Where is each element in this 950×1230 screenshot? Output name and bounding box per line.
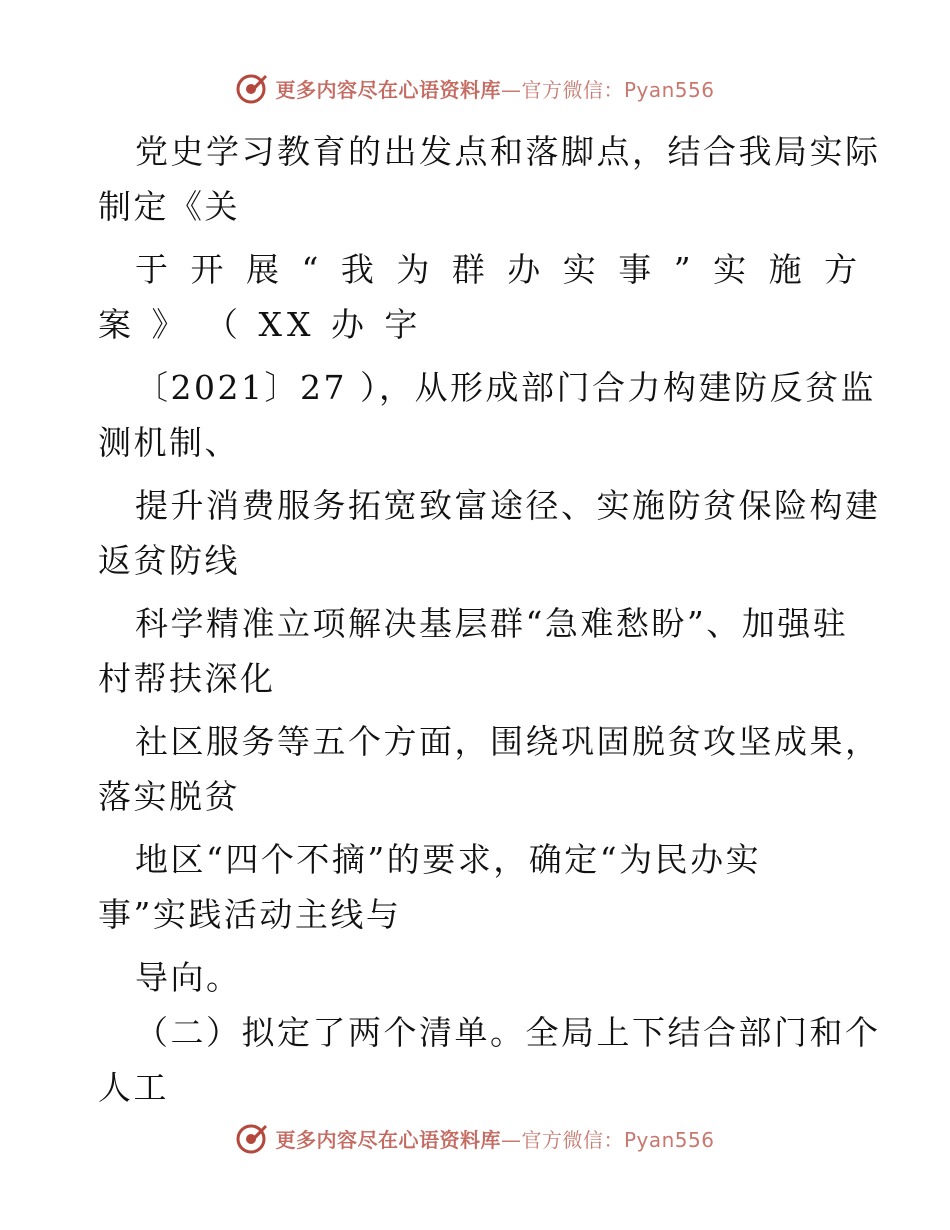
header-banner-main: 更多内容尽在心语资料库 xyxy=(275,77,501,102)
footer-banner-main: 更多内容尽在心语资料库 xyxy=(275,1127,501,1152)
body-line: 科学精准立项解决基层群“急难愁盼”、加强驻 xyxy=(135,604,849,643)
body-line: 地区“四个不摘”的要求，确定“为民办实 xyxy=(135,840,762,879)
body-line: 于 开 展 “ 我 为 群 办 实 事 ” 实 施 方 xyxy=(135,250,864,289)
body-line: 制定《关 xyxy=(98,187,240,226)
body-line: 村帮扶深化 xyxy=(98,659,276,698)
header-banner xyxy=(0,68,950,108)
body-line: 导向。 xyxy=(135,958,242,997)
header-banner-sub: 官方微信：Pyan556 xyxy=(521,77,715,102)
body-line: 落实脱贫 xyxy=(98,777,240,816)
header-banner-dash: — xyxy=(500,77,522,102)
footer-banner-dash: — xyxy=(500,1127,522,1152)
body-line: 提升消费服务拓宽致富途径、实施防贫保险构建 xyxy=(135,486,881,525)
body-line: 党史学习教育的出发点和落脚点，结合我局实际 xyxy=(135,132,881,171)
body-line: 事”实践活动主线与 xyxy=(98,895,402,934)
quill-logo-icon xyxy=(235,1121,269,1155)
quill-logo-icon xyxy=(235,71,269,105)
body-line: 社区服务等五个方面，围绕巩固脱贫攻坚成果， xyxy=(135,722,881,761)
header-banner-text xyxy=(275,74,714,103)
body-line: 人工 xyxy=(98,1068,169,1107)
body-line: 测机制、 xyxy=(98,423,240,462)
footer-banner-sub: 官方微信：Pyan556 xyxy=(521,1127,715,1152)
body-line: 返贫防线 xyxy=(98,541,240,580)
footer-banner xyxy=(0,1118,950,1158)
body-line: 〔2021〕27 ），从形成部门合力构建防反贫监 xyxy=(135,368,876,407)
body-line: （二）拟定了两个清单。全局上下结合部门和个 xyxy=(135,1013,881,1052)
body-line: 案 》 （ XX 办 字 xyxy=(98,305,423,344)
footer-banner-text xyxy=(275,1124,714,1153)
